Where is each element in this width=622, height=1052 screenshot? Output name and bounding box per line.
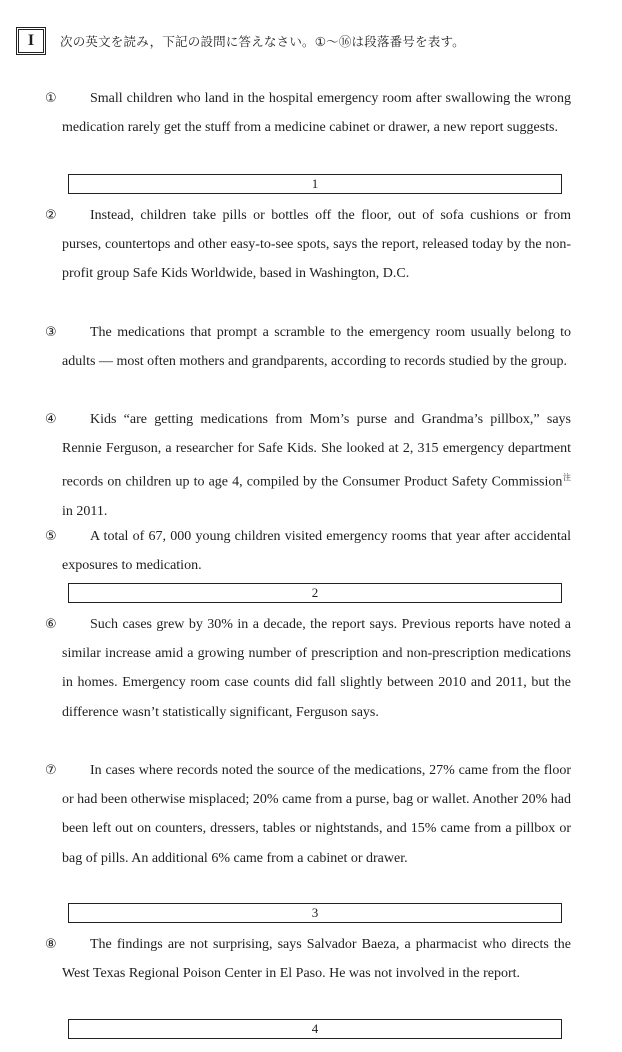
section-header	[18, 27, 465, 55]
paragraph-text-continued: in 2011.	[62, 504, 108, 520]
answer-blank-1[interactable]	[68, 174, 562, 194]
paragraph-7	[45, 756, 571, 873]
paragraph-number: ③	[45, 325, 57, 340]
section-marker: I	[18, 29, 44, 53]
paragraph-text: Kids “are getting medications from Mom’s purse and Grandma’s pillbox,” says Rennie Ferguson, a researcher for Safe Kids. She looked at 2, 315 emergency department records on children up to age 4, compiled by the Consumer Product Safety Commission	[62, 412, 571, 491]
paragraph-number: ⑦	[45, 763, 57, 778]
paragraph-5	[45, 522, 571, 580]
paragraph-6	[45, 610, 571, 727]
paragraph-number: ④	[45, 412, 57, 427]
paragraph-number: ②	[45, 208, 57, 223]
paragraph-text: The findings are not surprising, says Salvador Baeza, a pharmacist who directs the West Texas Regional Poison Center in El Paso. He was not involved in the report.	[62, 937, 571, 982]
instruction-text: 次の英文を読み，下記の設問に答えなさい。①～⑯は段落番号を表す。	[60, 34, 465, 49]
paragraph-2	[45, 201, 571, 289]
blank-number: 3	[311, 905, 319, 920]
paragraph-text: Such cases grew by 30% in a decade, the report says. Previous reports have noted a similar increase amid a growing number of prescription and non-prescription medications in homes. Emergency room case counts did fall slightly between 2010 and 2011, but the difference wasn’t statistically significant, Ferguson says.	[62, 617, 571, 720]
paragraph-1	[45, 84, 571, 142]
blank-number: 2	[311, 585, 319, 600]
paragraph-number: ⑤	[45, 529, 57, 544]
paragraph-number: ⑧	[45, 937, 57, 952]
blank-number: 1	[311, 176, 319, 191]
paragraph-text: The medications that prompt a scramble to the emergency room usually belong to adults — most often mothers and grandparents, according to records studied by the group.	[62, 325, 571, 370]
paragraph-4	[45, 405, 571, 526]
paragraph-number: ⑥	[45, 617, 57, 632]
paragraph-text: In cases where records noted the source of the medications, 27% came from the floor or had been otherwise misplaced; 20% came from a purse, bag or wallet. Another 20% had been left out on counters, dressers, tables or nightstands, and 15% came from a pillbox or bag of pills. An additional 6% came from a cabinet or drawer.	[62, 763, 571, 866]
paragraph-text: A total of 67, 000 young children visited emergency rooms that year after accidental exposures to medication.	[62, 529, 571, 574]
paragraph-text: Instead, children take pills or bottles off the floor, out of sofa cushions or from purses, countertops and other easy-to-see spots, says the report, released today by the non-profit group Safe Kids Worldwide, based in Washington, D.C.	[62, 208, 571, 282]
answer-blank-4[interactable]	[68, 1019, 562, 1039]
answer-blank-2[interactable]	[68, 583, 562, 603]
paragraph-number: ①	[45, 91, 57, 106]
footnote-mark: 注	[562, 473, 571, 483]
answer-blank-3[interactable]	[68, 903, 562, 923]
paragraph-8	[45, 930, 571, 988]
blank-number: 4	[311, 1021, 319, 1036]
paragraph-3	[45, 318, 571, 376]
paragraph-text: Small children who land in the hospital emergency room after swallowing the wrong medication rarely get the stuff from a medicine cabinet or drawer, a new report suggests.	[62, 91, 571, 136]
